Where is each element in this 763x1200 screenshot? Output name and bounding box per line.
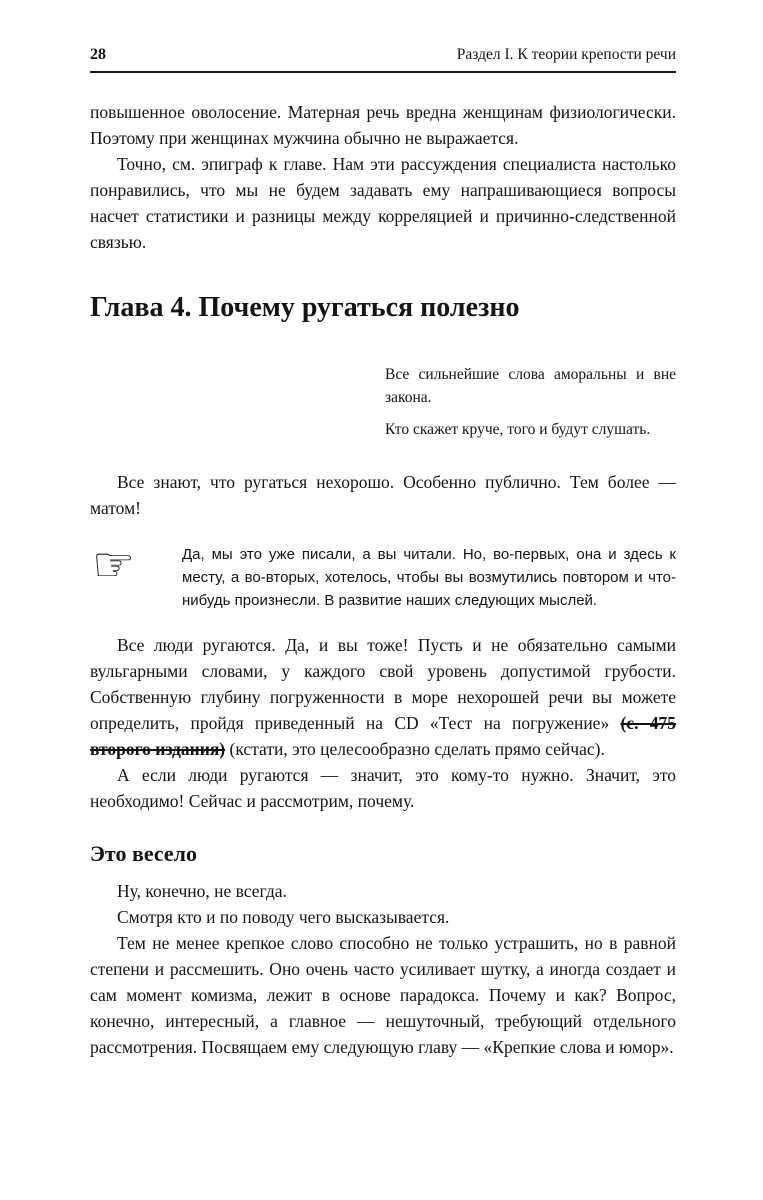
epigraph-block: [385, 363, 676, 441]
paragraph-continuation: повышенное оволосение. Матерная речь вредна женщинам физиологически. Поэтому при женщинах мужчина обычно не выражается.: [90, 102, 676, 148]
page-number: 28: [90, 46, 106, 63]
paragraph-fun-2: Смотря кто и по поводу чего высказывается.: [117, 907, 450, 927]
margin-note: [90, 537, 676, 612]
paragraph-epigraph-comment: Точно, см. эпиграф к главе. Нам эти рассуждения специалиста настолько понравились, что мы не будем задавать ему напрашивающиеся вопросы насчет статистики и разницы между корреляцией и причинно-следственной связью.: [90, 154, 676, 252]
section-title: Это весело: [90, 841, 197, 866]
paragraph-everyone-knows: Все знают, что ругаться нехорошо. Особенно публично. Тем более — матом!: [90, 472, 676, 518]
paragraph-needed: А если люди ругаются — значит, это кому-то нужно. Значит, это необходимо! Сейчас и рассмотрим, почему.: [90, 765, 676, 811]
running-head: Раздел I. К теории крепости речи: [456, 46, 676, 63]
page-body: [90, 99, 676, 1060]
paragraph-fun-3: Тем не менее крепкое слово способно не только устрашить, но в равной степени и рассмешить. Оно очень часто усиливает шутку, а иногда создает и сам момент комизма, лежит в основе парадокса. Почему и как? Вопрос, конечно, интересный, а главное — нешуточный, требующий отдельного рассмотрения. Посвящаем ему следующую главу — «Крепкие слова и юмор».: [90, 933, 676, 1057]
pointing-hand-icon: ☞: [92, 537, 136, 593]
chapter-title: Глава 4. Почему ругаться полезно: [90, 292, 520, 323]
text-run: Все люди ругаются. Да, и вы тоже! Пусть и не обязательно самыми вульгарными словами, у каждого свой уровень допустимой грубости. Собственную глубину погруженности в море нехорошей речи вы можете определить, пройдя приведенный на CD «Тест на погружение»: [90, 635, 676, 733]
epigraph-line: Все сильнейшие слова аморальны и вне закона.: [385, 366, 676, 406]
paragraph-fun-1: Ну, конечно, не всегда.: [117, 881, 287, 901]
epigraph-line: Кто скажет круче, того и будут слушать.: [385, 421, 651, 438]
note-text: Да, мы это уже писали, а вы читали. Но, во-первых, она и здесь к месту, а во-вторых, хотелось, чтобы вы возмутились повтором и что-нибудь произнесли. В развитие наших следующих мыслей.: [182, 546, 676, 609]
paragraph-cd-test: [90, 632, 676, 762]
page-header: [90, 46, 676, 73]
text-run: (кстати, это целесообразно сделать прямо сейчас).: [225, 739, 605, 759]
struck-page-reference: (с. 475 второго издания): [90, 713, 676, 759]
